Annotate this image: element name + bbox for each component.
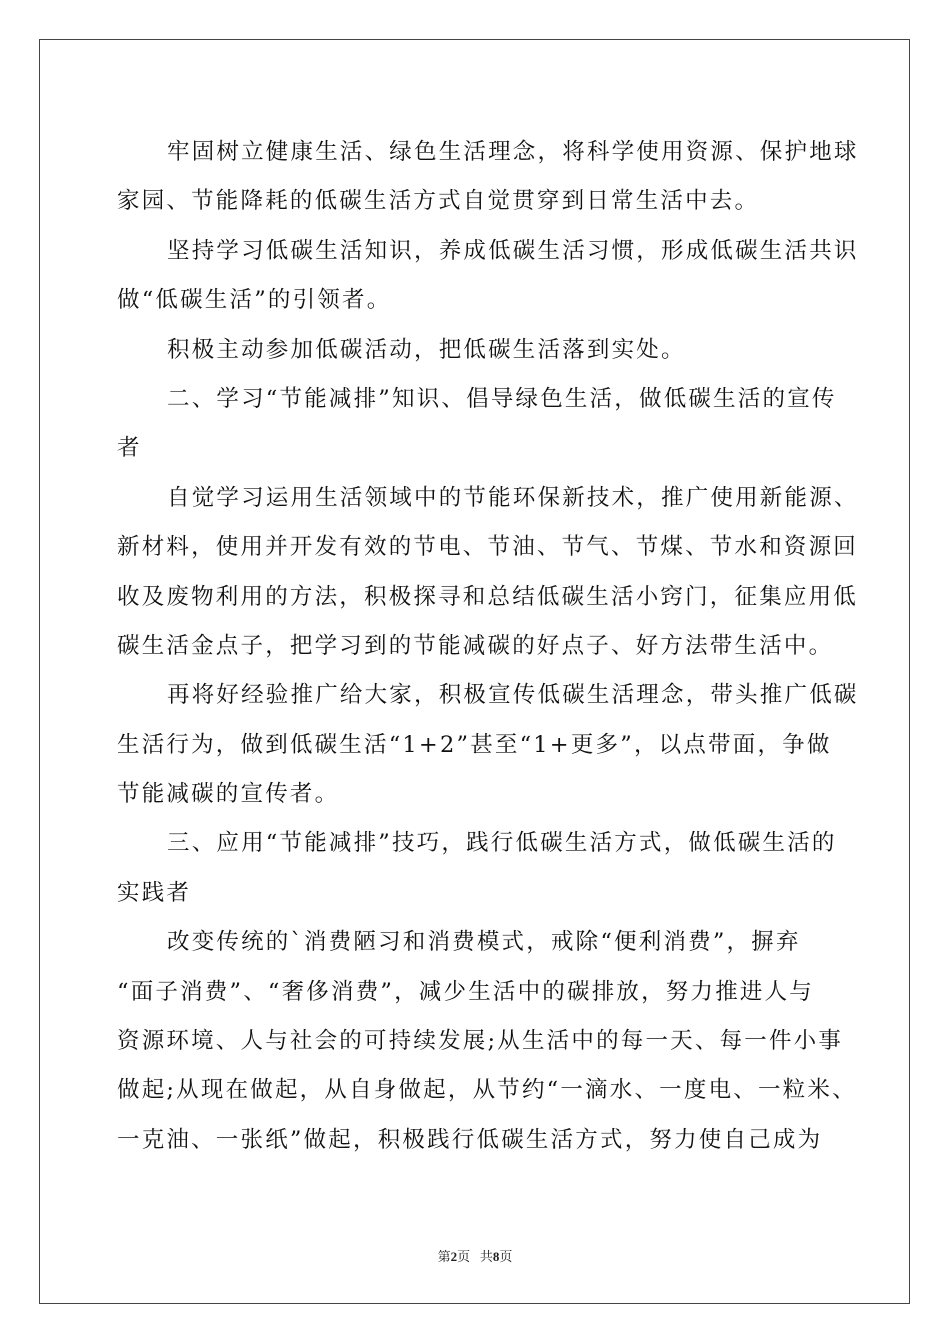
footer-total-suffix: 页 bbox=[499, 1249, 513, 1264]
text-line: 自觉学习运用生活领域中的节能环保新技术，推广使用新能源、 bbox=[167, 484, 859, 511]
text-line: 坚持学习低碳生活知识，养成低碳生活习惯，形成低碳生活共识 bbox=[167, 237, 859, 264]
current-page-number: 2 bbox=[450, 1249, 458, 1264]
text-line: “面子消费”、“奢侈消费”，减少生活中的碳排放，努力推进人与 bbox=[117, 978, 815, 1005]
text-line: 再将好经验推广给大家，积极宣传低碳生活理念，带头推广低碳 bbox=[167, 682, 859, 709]
text-line: 做“低碳生活”的引领者。 bbox=[117, 287, 392, 314]
text-line: 碳生活金点子，把学习到的节能减碳的好点子、好方法带生活中。 bbox=[117, 632, 834, 659]
text-line: 一克油、一张纸”做起，积极践行低碳生活方式，努力使自己成为 bbox=[117, 1126, 823, 1153]
total-page-number: 8 bbox=[492, 1249, 500, 1264]
text-line: 生活行为，做到低碳生活“1+2”甚至“1+更多”，以点带面，争做 bbox=[117, 731, 832, 758]
text-line: 节能减碳的宣传者。 bbox=[117, 781, 340, 808]
text-line: 收及废物利用的方法，积极探寻和总结低碳生活小窍门，征集应用低 bbox=[117, 583, 859, 610]
text-line: 做起;从现在做起，从自身做起，从节约“一滴水、一度电、一粒米、 bbox=[117, 1077, 857, 1104]
footer-page-suffix: 页 bbox=[457, 1249, 471, 1264]
text-line: 家园、节能降耗的低碳生活方式自觉贯穿到日常生活中去。 bbox=[117, 188, 760, 215]
text-line: 实践者 bbox=[117, 879, 192, 906]
text-line: 牢固树立健康生活、绿色生活理念，将科学使用资源、保护地球 bbox=[167, 139, 859, 165]
text-line: 资源环境、人与社会的可持续发展;从生活中的每一天、每一件小事 bbox=[117, 1028, 844, 1055]
text-line: 三、应用“节能减排”技巧，践行低碳生活方式，做低碳生活的 bbox=[167, 830, 837, 857]
footer-total-prefix: 共 bbox=[479, 1249, 493, 1264]
page-footer bbox=[0, 1246, 950, 1265]
text-line: 者 bbox=[117, 435, 142, 462]
document-body bbox=[117, 128, 859, 1165]
text-line: 新材料，使用并开发有效的节电、节油、节气、节煤、节水和资源回 bbox=[117, 534, 859, 561]
text-line: 二、学习“节能减排”知识、倡导绿色生活，做低碳生活的宣传 bbox=[167, 385, 837, 412]
footer-prefix: 第 bbox=[437, 1249, 451, 1264]
text-line: 改变传统的`消费陋习和消费模式，戒除“便利消费”，摒弃 bbox=[167, 929, 801, 956]
text-line: 积极主动参加低碳活动，把低碳生活落到实处。 bbox=[167, 336, 686, 363]
